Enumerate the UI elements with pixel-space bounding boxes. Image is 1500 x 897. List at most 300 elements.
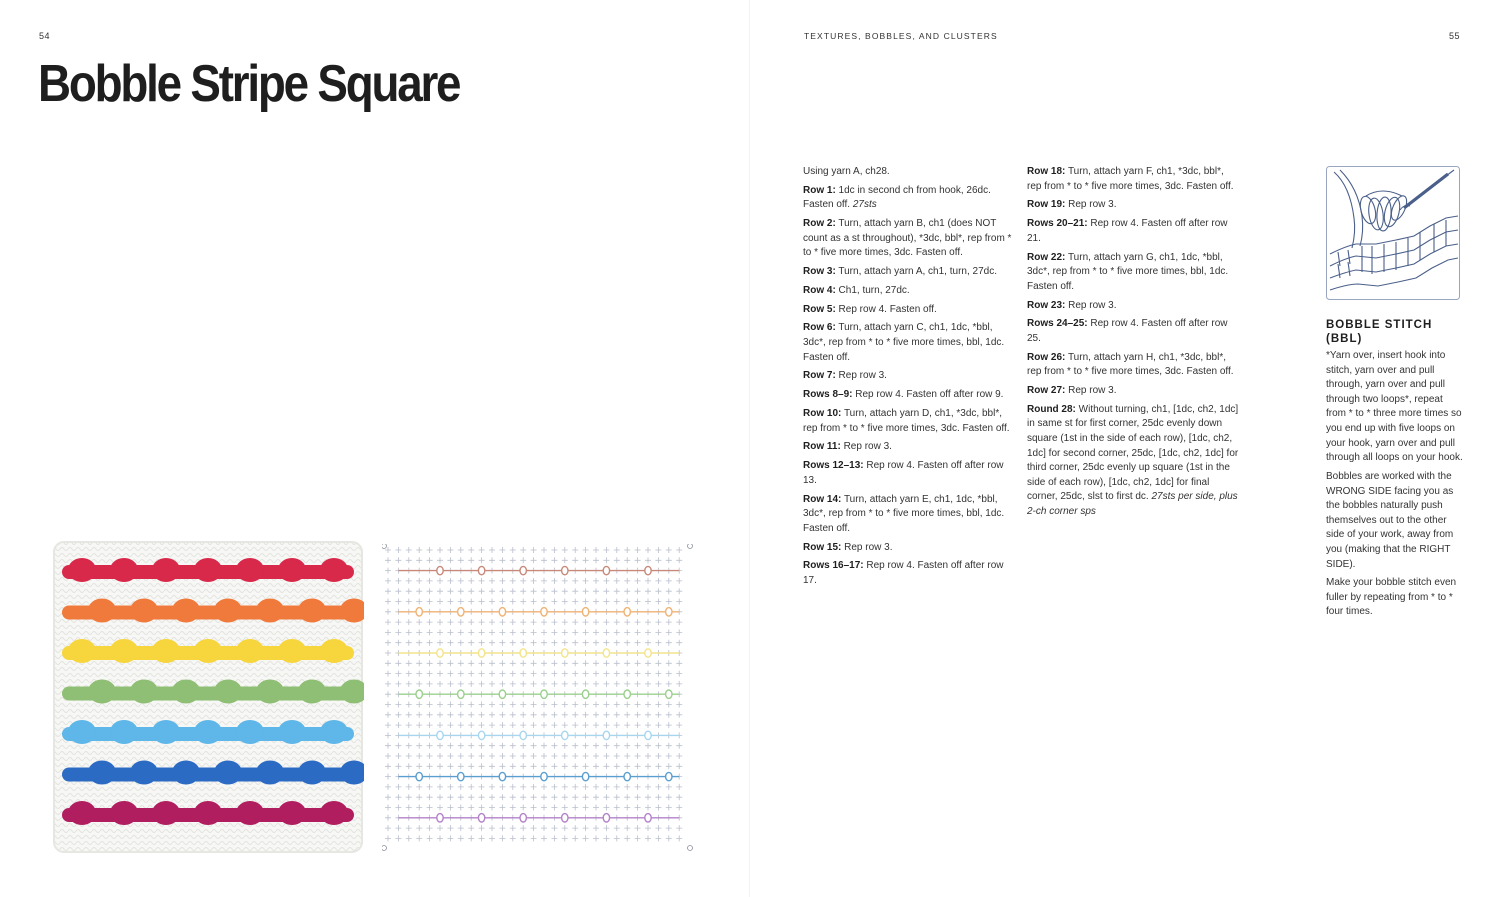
chart-bobble-symbol <box>541 772 547 780</box>
chart-stitch <box>624 660 630 666</box>
chart-corner-symbol <box>688 544 693 549</box>
chart-stitch <box>458 671 464 677</box>
chart-stitch <box>447 753 453 759</box>
chart-stitch <box>551 599 557 605</box>
chart-stitch <box>614 835 620 841</box>
chart-stitch <box>479 712 485 718</box>
pattern-row <box>1027 251 1239 295</box>
chart-stitch <box>603 763 609 769</box>
chart-stitch <box>614 753 620 759</box>
chart-stitch <box>541 702 547 708</box>
chart-stitch <box>541 805 547 811</box>
swatch-bobble <box>68 801 96 825</box>
chart-stitch <box>468 599 474 605</box>
chart-stitch <box>551 671 557 677</box>
chart-stitch <box>489 702 495 708</box>
chart-stitch <box>593 547 599 553</box>
chart-stitch <box>676 712 682 718</box>
chart-bobble-symbol <box>478 731 484 739</box>
chart-stitch <box>624 784 630 790</box>
chart-stitch <box>666 557 672 563</box>
chart-stitch <box>676 753 682 759</box>
chart-stitch <box>572 588 578 594</box>
chart-stitch <box>593 557 599 563</box>
chart-stitch <box>437 578 443 584</box>
pattern-intro: Using yarn A, ch28. <box>803 166 890 177</box>
chart-stitch <box>531 722 537 728</box>
chart-bobble-symbol <box>520 649 526 657</box>
pattern-row <box>803 407 1015 436</box>
chart-stitch <box>427 743 433 749</box>
chart-bobble-symbol <box>603 649 609 657</box>
sidebar-paragraph: *Yarn over, insert hook into stitch, yarn over and pull through, yarn over and pull through two loops*, repeat from * to * three more times so you end up with five loops on your hook, yarn over and pull through all loops on your hook. <box>1326 350 1463 464</box>
chart-stitch <box>614 619 620 625</box>
chart-stitch <box>416 794 422 800</box>
chart-stitch <box>427 557 433 563</box>
chart-stitch <box>603 702 609 708</box>
chart-stitch <box>572 794 578 800</box>
chart-stitch <box>655 825 661 831</box>
chart-bobble-symbol <box>582 690 588 698</box>
swatch-bobble <box>256 599 284 623</box>
chart-stitch <box>406 763 412 769</box>
chart-stitch <box>447 547 453 553</box>
pattern-row-text: Rep row 3. <box>841 541 893 553</box>
chart-stitch <box>562 835 568 841</box>
chart-stitch <box>447 599 453 605</box>
chart-stitch <box>447 640 453 646</box>
chart-stitch <box>458 629 464 635</box>
chart-stitch <box>645 671 651 677</box>
chart-stitch <box>655 743 661 749</box>
chart-stitch <box>510 681 516 687</box>
pattern-row <box>803 369 1015 384</box>
chart-stitch <box>437 753 443 759</box>
chart-stitch <box>437 784 443 790</box>
chart-stitch <box>447 629 453 635</box>
chart-stitch <box>447 763 453 769</box>
pattern-row-text: Rep row 4. Fasten off after row 17. <box>803 560 1004 586</box>
chart-stitch <box>614 660 620 666</box>
chart-stitch <box>583 763 589 769</box>
swatch-bobble <box>130 680 158 704</box>
pattern-row-text: Turn, attach yarn C, ch1, 1dc, *bbl, 3dc*, rep from * to * five more times, bbl, 1dc. Fasten off. <box>803 322 1005 363</box>
chart-stitch <box>635 784 641 790</box>
chart-stitch <box>541 547 547 553</box>
chart-stitch <box>416 660 422 666</box>
chart-stitch <box>385 702 391 708</box>
chart-stitch <box>427 547 433 553</box>
chart-stitch <box>583 743 589 749</box>
chart-stitch <box>458 660 464 666</box>
chart-bobble-symbol <box>478 814 484 822</box>
chart-stitch <box>603 722 609 728</box>
chart-stitch <box>479 557 485 563</box>
chart-bobble-symbol <box>666 690 672 698</box>
chart-bobble-symbol <box>603 814 609 822</box>
swatch-bobble <box>88 599 116 623</box>
chart-stitch <box>551 784 557 790</box>
pattern-row-text: Rep row 4. Fasten off after row 21. <box>1027 218 1228 244</box>
chart-stitch <box>603 588 609 594</box>
chart-stitch <box>572 805 578 811</box>
swatch-bobble <box>214 680 242 704</box>
chart-stitch <box>416 835 422 841</box>
chart-stitch <box>645 743 651 749</box>
chart-stitch <box>635 712 641 718</box>
chart-stitch <box>635 753 641 759</box>
chart-stitch <box>593 743 599 749</box>
chart-stitch <box>489 599 495 605</box>
pattern-row <box>803 388 1015 403</box>
chart-stitch <box>499 743 505 749</box>
chart-stitch <box>510 702 516 708</box>
chart-stitch <box>385 722 391 728</box>
chart-stitch <box>562 599 568 605</box>
chart-stitch <box>655 660 661 666</box>
chart-stitch <box>603 629 609 635</box>
chart-stitch <box>416 599 422 605</box>
swatch-bobble <box>88 761 116 785</box>
chart-stitch <box>447 588 453 594</box>
chart-stitch <box>385 794 391 800</box>
chart-stitch <box>395 784 401 790</box>
chart-stitch <box>510 835 516 841</box>
chart-stitch <box>437 805 443 811</box>
sidebar-bobble-stitch <box>1326 318 1464 624</box>
chart-stitch <box>624 805 630 811</box>
swatch-bobble <box>278 558 306 582</box>
pattern-row-text: Rep row 4. Fasten off after row 25. <box>1027 318 1228 344</box>
chart-stitch <box>499 671 505 677</box>
pattern-column-1 <box>803 165 1015 593</box>
chart-stitch <box>614 671 620 677</box>
page-number-right: 55 <box>1449 31 1461 41</box>
chart-stitch <box>427 702 433 708</box>
chart-stitch <box>468 702 474 708</box>
chart-stitch <box>603 640 609 646</box>
chart-stitch <box>541 743 547 749</box>
swatch-bobble <box>88 680 116 704</box>
chart-stitch <box>406 599 412 605</box>
chart-bobble-symbol <box>645 814 651 822</box>
chart-stitch <box>427 588 433 594</box>
chart-stitch <box>406 557 412 563</box>
chart-stitch <box>510 599 516 605</box>
chart-bobble-symbol <box>416 608 422 616</box>
chart-stitch <box>468 712 474 718</box>
chart-stitch <box>447 557 453 563</box>
chart-stitch <box>593 681 599 687</box>
chart-stitch <box>479 805 485 811</box>
chart-stitch <box>416 619 422 625</box>
chart-stitch <box>520 753 526 759</box>
chart-stitch <box>603 712 609 718</box>
chart-stitch <box>499 629 505 635</box>
chart-stitch <box>676 599 682 605</box>
chart-stitch <box>385 753 391 759</box>
chart-stitch <box>624 619 630 625</box>
pattern-row-label: Row 18: <box>1027 166 1066 177</box>
chart-stitch <box>645 794 651 800</box>
chart-stitch <box>499 681 505 687</box>
chart-stitch <box>499 794 505 800</box>
chart-stitch <box>447 702 453 708</box>
chart-stitch <box>458 599 464 605</box>
chart-stitch <box>499 805 505 811</box>
chart-stitch <box>468 557 474 563</box>
chart-stitch <box>499 835 505 841</box>
pattern-row <box>803 303 1015 318</box>
chart-stitch <box>572 640 578 646</box>
chart-stitch <box>603 578 609 584</box>
chart-stitch <box>572 681 578 687</box>
pattern-row-label: Row 11: <box>803 441 841 453</box>
chart-stitch <box>593 712 599 718</box>
chart-stitch <box>655 794 661 800</box>
chart-stitch <box>624 557 630 563</box>
chart-stitch <box>676 825 682 831</box>
swatch-bobble <box>214 761 242 785</box>
chart-stitch <box>624 629 630 635</box>
chart-stitch <box>635 599 641 605</box>
chart-stitch <box>655 578 661 584</box>
swatch-bobble <box>194 801 222 825</box>
chart-stitch <box>520 835 526 841</box>
chart-stitch <box>479 681 485 687</box>
chart-stitch <box>406 825 412 831</box>
chart-stitch <box>437 557 443 563</box>
chart-stitch <box>551 743 557 749</box>
chart-stitch <box>666 722 672 728</box>
chart-stitch <box>395 681 401 687</box>
chart-stitch <box>572 722 578 728</box>
chart-bobble-symbol <box>478 566 484 574</box>
chart-stitch <box>489 588 495 594</box>
chart-stitch <box>520 588 526 594</box>
swatch-bobble <box>194 720 222 744</box>
chart-stitch <box>499 763 505 769</box>
chart-stitch <box>624 712 630 718</box>
chart-stitch <box>572 702 578 708</box>
chart-stitch <box>385 671 391 677</box>
chart-stitch <box>510 660 516 666</box>
chart-stitch <box>666 835 672 841</box>
chart-stitch <box>510 825 516 831</box>
chart-stitch <box>572 660 578 666</box>
pattern-row-label: Rows 8–9: <box>803 389 853 401</box>
chart-stitch <box>562 712 568 718</box>
chart-stitch <box>416 825 422 831</box>
chart-stitch <box>406 578 412 584</box>
chart-stitch <box>395 578 401 584</box>
chart-stitch <box>395 619 401 625</box>
chart-stitch <box>562 640 568 646</box>
chart-stitch <box>551 547 557 553</box>
chart-bobble-symbol <box>458 608 464 616</box>
chart-stitch <box>437 712 443 718</box>
chart-stitch <box>645 722 651 728</box>
chart-bobble-symbol <box>520 566 526 574</box>
chart-stitch <box>427 835 433 841</box>
swatch-bobble <box>298 680 326 704</box>
chart-stitch <box>676 763 682 769</box>
swatch-bobble <box>172 761 200 785</box>
chart-stitch <box>489 805 495 811</box>
chart-stitch <box>635 588 641 594</box>
chart-stitch <box>635 640 641 646</box>
pattern-row-label: Rows 16–17: <box>803 560 864 572</box>
chart-stitch <box>385 825 391 831</box>
chart-stitch <box>572 835 578 841</box>
chart-stitch <box>614 640 620 646</box>
chart-stitch <box>541 640 547 646</box>
pattern-row-label: Row 2: <box>803 218 836 230</box>
chart-stitch <box>614 743 620 749</box>
pattern-row-text: Turn, attach yarn G, ch1, 1dc, *bbl, 3dc*, rep from * to * five more times, bbl, 1dc. Fasten off. <box>1027 251 1229 292</box>
chart-stitch <box>583 588 589 594</box>
pattern-row-label: Rows 12–13: <box>803 460 864 472</box>
chart-stitch <box>666 763 672 769</box>
chart-stitch <box>655 619 661 625</box>
chart-stitch <box>593 619 599 625</box>
chart-stitch <box>666 629 672 635</box>
chart-stitch <box>666 578 672 584</box>
page-title: Bobble Stripe Square <box>38 55 460 113</box>
chart-stitch <box>520 702 526 708</box>
chart-stitch <box>655 681 661 687</box>
chart-stitch <box>416 681 422 687</box>
swatch-bobble <box>298 599 326 623</box>
chart-stitch <box>551 805 557 811</box>
chart-stitch <box>635 794 641 800</box>
chart-stitch <box>624 743 630 749</box>
chart-stitch <box>479 640 485 646</box>
chart-stitch <box>572 578 578 584</box>
chart-stitch <box>447 671 453 677</box>
chart-stitch <box>655 722 661 728</box>
chart-stitch <box>541 557 547 563</box>
chart-stitch <box>437 547 443 553</box>
chart-stitch <box>395 753 401 759</box>
chart-stitch <box>583 599 589 605</box>
pattern-row <box>803 559 1015 588</box>
chart-stitch <box>458 712 464 718</box>
chart-stitch <box>572 599 578 605</box>
pattern-row-text: Turn, attach yarn F, ch1, *3dc, bbl*, rep from * to * five more times, 3dc. Fasten off. <box>1027 166 1234 192</box>
pattern-column-2 <box>1027 165 1239 524</box>
chart-stitch <box>676 588 682 594</box>
pattern-row-label: Row 22: <box>1027 251 1066 263</box>
chart-stitch <box>583 722 589 728</box>
chart-bobble-symbol <box>478 649 484 657</box>
chart-stitch <box>468 619 474 625</box>
chart-stitch <box>479 547 485 553</box>
chart-stitch <box>603 805 609 811</box>
chart-bobble-symbol <box>645 566 651 574</box>
chart-stitch <box>531 794 537 800</box>
chart-stitch <box>520 599 526 605</box>
chart-stitch <box>416 712 422 718</box>
chart-stitch <box>666 825 672 831</box>
chart-stitch <box>572 619 578 625</box>
chart-stitch <box>427 671 433 677</box>
chart-stitch <box>562 753 568 759</box>
chart-stitch <box>562 784 568 790</box>
chart-stitch <box>635 629 641 635</box>
pattern-row <box>1027 384 1239 399</box>
chart-stitch <box>562 557 568 563</box>
swatch-bobble <box>68 639 96 663</box>
pattern-row-label: Row 14: <box>803 493 842 505</box>
chart-stitch <box>593 629 599 635</box>
chart-stitch <box>635 619 641 625</box>
chart-stitch <box>583 640 589 646</box>
chart-stitch <box>531 825 537 831</box>
swatch-bobble <box>278 720 306 744</box>
chart-stitch <box>416 640 422 646</box>
chart-stitch <box>427 753 433 759</box>
chart-stitch <box>385 619 391 625</box>
chart-stitch <box>520 722 526 728</box>
chart-stitch <box>551 712 557 718</box>
chart-stitch <box>635 722 641 728</box>
chart-stitch <box>479 763 485 769</box>
chart-stitch <box>614 763 620 769</box>
chart-stitch <box>385 650 391 656</box>
chart-stitch <box>531 578 537 584</box>
pattern-row <box>803 265 1015 280</box>
sidebar-paragraph: Make your bobble stitch even fuller by repeating from * to * four times. <box>1326 577 1457 618</box>
chart-stitch <box>510 805 516 811</box>
chart-stitch <box>655 763 661 769</box>
chart-stitch <box>520 805 526 811</box>
chart-stitch <box>489 835 495 841</box>
chart-stitch <box>614 599 620 605</box>
chart-stitch <box>437 763 443 769</box>
chart-stitch <box>406 547 412 553</box>
chart-stitch <box>520 619 526 625</box>
pattern-row-text: Rep row 3. <box>840 441 892 453</box>
chart-stitch <box>655 753 661 759</box>
chart-stitch <box>395 660 401 666</box>
chart-stitch <box>489 578 495 584</box>
chart-stitch <box>572 671 578 677</box>
chart-stitch <box>624 763 630 769</box>
chart-stitch <box>624 794 630 800</box>
chart-stitch <box>666 588 672 594</box>
pattern-row <box>1027 351 1239 380</box>
chart-stitch <box>395 805 401 811</box>
chart-stitch <box>499 599 505 605</box>
chart-stitch <box>635 660 641 666</box>
chart-stitch <box>427 619 433 625</box>
chart-stitch <box>479 743 485 749</box>
pattern-row <box>803 321 1015 365</box>
chart-stitch <box>572 753 578 759</box>
pattern-row <box>803 459 1015 488</box>
chart-stitch <box>655 712 661 718</box>
chart-stitch <box>551 557 557 563</box>
chart-stitch <box>551 640 557 646</box>
chart-stitch <box>583 660 589 666</box>
chart-stitch <box>645 763 651 769</box>
chart-stitch <box>603 835 609 841</box>
chart-stitch <box>614 722 620 728</box>
chart-stitch <box>437 835 443 841</box>
chart-stitch <box>447 681 453 687</box>
chart-stitch <box>655 599 661 605</box>
